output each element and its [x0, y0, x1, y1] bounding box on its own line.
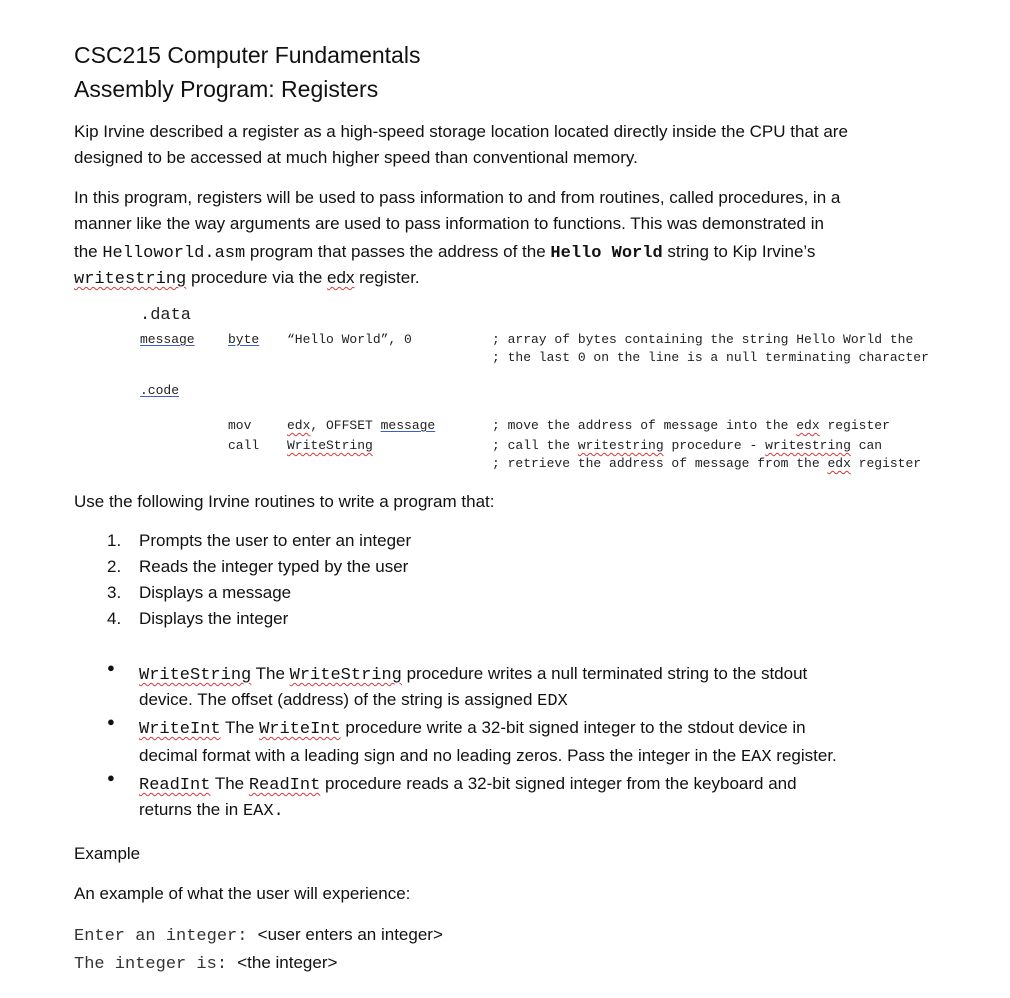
step-text: Reads the integer typed by the user — [139, 557, 409, 576]
hello-string-literal: “Hello World”, 0 — [287, 332, 412, 347]
writestring-name: WriteString — [139, 666, 252, 685]
code-directive: .code — [140, 383, 180, 398]
message-label: message — [140, 332, 195, 347]
comment-line-4 — [492, 438, 882, 453]
writestring-call-target: WriteString — [287, 438, 373, 453]
example-value: <user enters an integer> — [257, 925, 443, 944]
writeint-desc-line-2 — [139, 743, 837, 771]
text: The — [210, 774, 249, 793]
text: ; retrieve the address of message from the — [492, 456, 828, 471]
readint-desc-line-1 — [139, 771, 797, 799]
text: , OFFSET — [310, 418, 381, 433]
example-line-1 — [74, 922, 443, 950]
intro-line-2: designed to be accessed at much higher speed than conventional memory. — [74, 148, 638, 167]
writeint-name: WriteInt — [259, 720, 341, 739]
writestring-desc-line-2 — [139, 687, 568, 715]
step-text: Prompts the user to enter an integer — [139, 531, 412, 550]
data-directive: .data — [140, 306, 192, 325]
example-prompt: The integer is: — [74, 955, 238, 974]
bullet-icon: ● — [107, 770, 115, 785]
text: The — [251, 664, 290, 683]
text: string to Kip Irvine’s — [662, 242, 816, 261]
helloworld-filename: Helloworld.asm — [102, 244, 246, 263]
program-line-1: In this program, registers will be used to pass information to and from routines, called procedures, in a — [74, 188, 841, 207]
message-symbol: message — [380, 418, 436, 433]
text: register — [819, 418, 890, 433]
program-line-2: manner like the way arguments are used to pass information to functions. This was demonstrated in — [74, 214, 824, 233]
edx-register: edx — [287, 418, 311, 433]
text: The — [220, 718, 260, 737]
edx-register: edx — [827, 456, 851, 471]
text: ; call the — [492, 438, 578, 453]
mov-instruction: mov — [228, 418, 252, 433]
text: procedure via the — [186, 268, 328, 287]
text: decimal format with a leading sign and no leading zeros. Pass the integer in the — [139, 746, 741, 765]
text: device. The offset (address) of the string is assigned — [139, 690, 538, 709]
byte-type: byte — [228, 332, 260, 347]
text: register — [850, 456, 922, 471]
example-heading: Example — [74, 844, 141, 863]
step-number: 4. — [107, 609, 122, 628]
text: register. — [354, 268, 420, 287]
step-text: Displays a message — [139, 583, 292, 602]
text: ; move the address of message into the — [492, 418, 797, 433]
example-value: <the integer> — [237, 953, 338, 972]
example-intro: An example of what the user will experience: — [74, 884, 411, 903]
comment-line-5 — [492, 456, 921, 471]
bullet-icon: ● — [107, 714, 115, 729]
edx-register: edx — [796, 418, 820, 433]
writestring-name: writestring — [74, 270, 187, 289]
text: procedure writes a null terminated string to the stdout — [401, 664, 808, 683]
text: procedure write a 32-bit signed integer to the stdout device in — [340, 718, 806, 737]
edx-register: EDX — [537, 692, 568, 711]
comment-line-2: ; the last 0 on the line is a null terminating character — [492, 350, 929, 365]
call-instruction: call — [228, 438, 260, 453]
bullet-icon: ● — [107, 660, 115, 675]
writestring-desc-line-1 — [139, 661, 807, 689]
eax-register: EAX — [740, 748, 772, 767]
readint-name: ReadInt — [139, 776, 211, 795]
writestring-ref: writestring — [765, 438, 851, 453]
text: returns the in — [139, 800, 243, 819]
writeint-name: WriteInt — [139, 720, 221, 739]
program-line-4 — [74, 265, 420, 293]
text: the — [74, 242, 103, 261]
writestring-name: WriteString — [289, 666, 402, 685]
eax-register: EAX. — [242, 802, 284, 821]
step-number: 1. — [107, 531, 122, 550]
step-number: 3. — [107, 583, 122, 602]
edx-register: edx — [327, 268, 355, 287]
comment-line-3 — [492, 418, 890, 433]
comment-line-1: ; array of bytes containing the string Hello World the — [492, 332, 914, 347]
text: register. — [771, 746, 837, 765]
intro-line-1: Kip Irvine described a register as a high-speed storage location located directly inside the CPU that are — [74, 122, 848, 141]
example-line-2 — [74, 950, 337, 978]
hello-world-string: Hello World — [550, 244, 663, 263]
text: program that passes the address of the — [245, 242, 551, 261]
step-text: Displays the integer — [139, 609, 289, 628]
readint-desc-line-2 — [139, 797, 284, 825]
text: procedure reads a 32-bit signed integer from the keyboard and — [320, 774, 797, 793]
example-prompt: Enter an integer: — [74, 927, 258, 946]
text: procedure - — [663, 438, 766, 453]
mov-operands — [287, 418, 435, 433]
writeint-desc-line-1 — [139, 715, 806, 743]
page-title: CSC215 Computer Fundamentals — [74, 42, 421, 68]
page-subtitle: Assembly Program: Registers — [74, 76, 379, 102]
program-line-3 — [74, 239, 815, 267]
writestring-ref: writestring — [577, 438, 664, 453]
use-heading: Use the following Irvine routines to write a program that: — [74, 492, 495, 511]
text: can — [850, 438, 883, 453]
readint-name: ReadInt — [248, 776, 321, 795]
step-number: 2. — [107, 557, 122, 576]
